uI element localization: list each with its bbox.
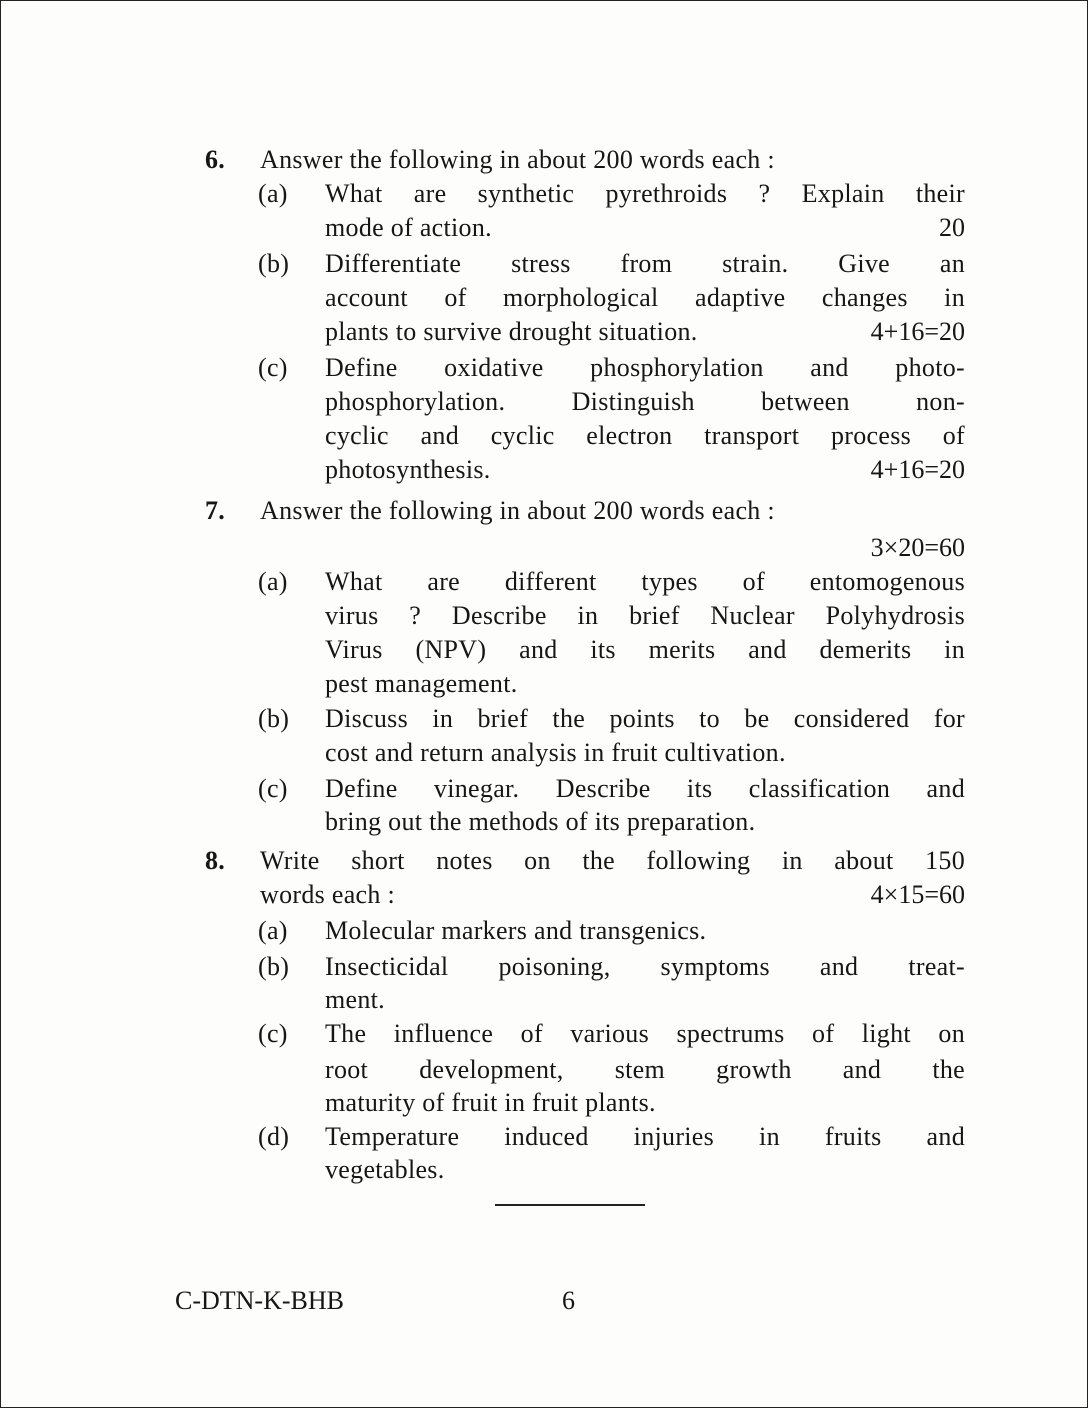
part-text: mode of action. [325, 213, 492, 242]
part-text: account of morphological adaptive changes in [325, 283, 965, 312]
part-text: Discuss in brief the points to be considered for [325, 704, 965, 733]
marks: 4+16=20 [870, 455, 965, 484]
part-text: Molecular markers and transgenics. [325, 916, 707, 945]
question-number: 7. [205, 496, 226, 525]
part-text: The influence of various spectrums of light on [325, 1019, 965, 1048]
part-text: maturity of fruit in fruit plants. [325, 1088, 656, 1117]
part-text: ment. [325, 985, 385, 1014]
part-text: cost and return analysis in fruit cultivation. [325, 738, 786, 767]
end-rule [495, 1204, 645, 1206]
page-number: 6 [562, 1286, 575, 1315]
part-label: (c) [258, 774, 288, 803]
part-label: (a) [258, 567, 288, 596]
part-text: virus ? Describe in brief Nuclear Polyhydrosis [325, 601, 965, 630]
part-text: vegetables. [325, 1155, 445, 1184]
question-text: Answer the following in about 200 words each : [260, 145, 775, 174]
paper-code: C-DTN-K-BHB [175, 1286, 344, 1315]
part-label: (a) [258, 179, 288, 208]
part-text: cyclic and cyclic electron transport process of [325, 421, 965, 450]
part-text: Define oxidative phosphorylation and photo- [325, 353, 965, 382]
part-label: (c) [258, 1019, 288, 1048]
marks: 3×20=60 [870, 533, 965, 562]
part-text: photosynthesis. [325, 455, 491, 484]
part-text: Differentiate stress from strain. Give an [325, 249, 965, 278]
part-label: (b) [258, 952, 290, 981]
part-label: (d) [258, 1122, 290, 1151]
part-text: What are different types of entomogenous [325, 567, 965, 596]
part-text: Temperature induced injuries in fruits and [325, 1122, 965, 1151]
question-number: 8. [205, 846, 226, 875]
part-text: plants to survive drought situation. [325, 317, 698, 346]
part-label: (b) [258, 249, 290, 278]
question-number: 6. [205, 145, 226, 174]
question-text: Write short notes on the following in about 150 [260, 846, 965, 875]
question-text: words each : [260, 880, 395, 909]
part-text: bring out the methods of its preparation. [325, 807, 756, 836]
part-label: (b) [258, 704, 290, 733]
part-label: (a) [258, 916, 288, 945]
part-text: What are synthetic pyrethroids ? Explain their [325, 179, 965, 208]
part-text: root development, stem growth and the [325, 1055, 965, 1084]
marks: 4×15=60 [870, 880, 965, 909]
part-text: Define vinegar. Describe its classification and [325, 774, 965, 803]
marks: 4+16=20 [870, 317, 965, 346]
question-text: Answer the following in about 200 words each : [260, 496, 775, 525]
marks: 20 [939, 213, 965, 242]
part-text: Insecticidal poisoning, symptoms and treat- [325, 952, 965, 981]
part-label: (c) [258, 353, 288, 382]
part-text: phosphorylation. Distinguish between non- [325, 387, 965, 416]
part-text: Virus (NPV) and its merits and demerits in [325, 635, 965, 664]
part-text: pest management. [325, 669, 518, 698]
